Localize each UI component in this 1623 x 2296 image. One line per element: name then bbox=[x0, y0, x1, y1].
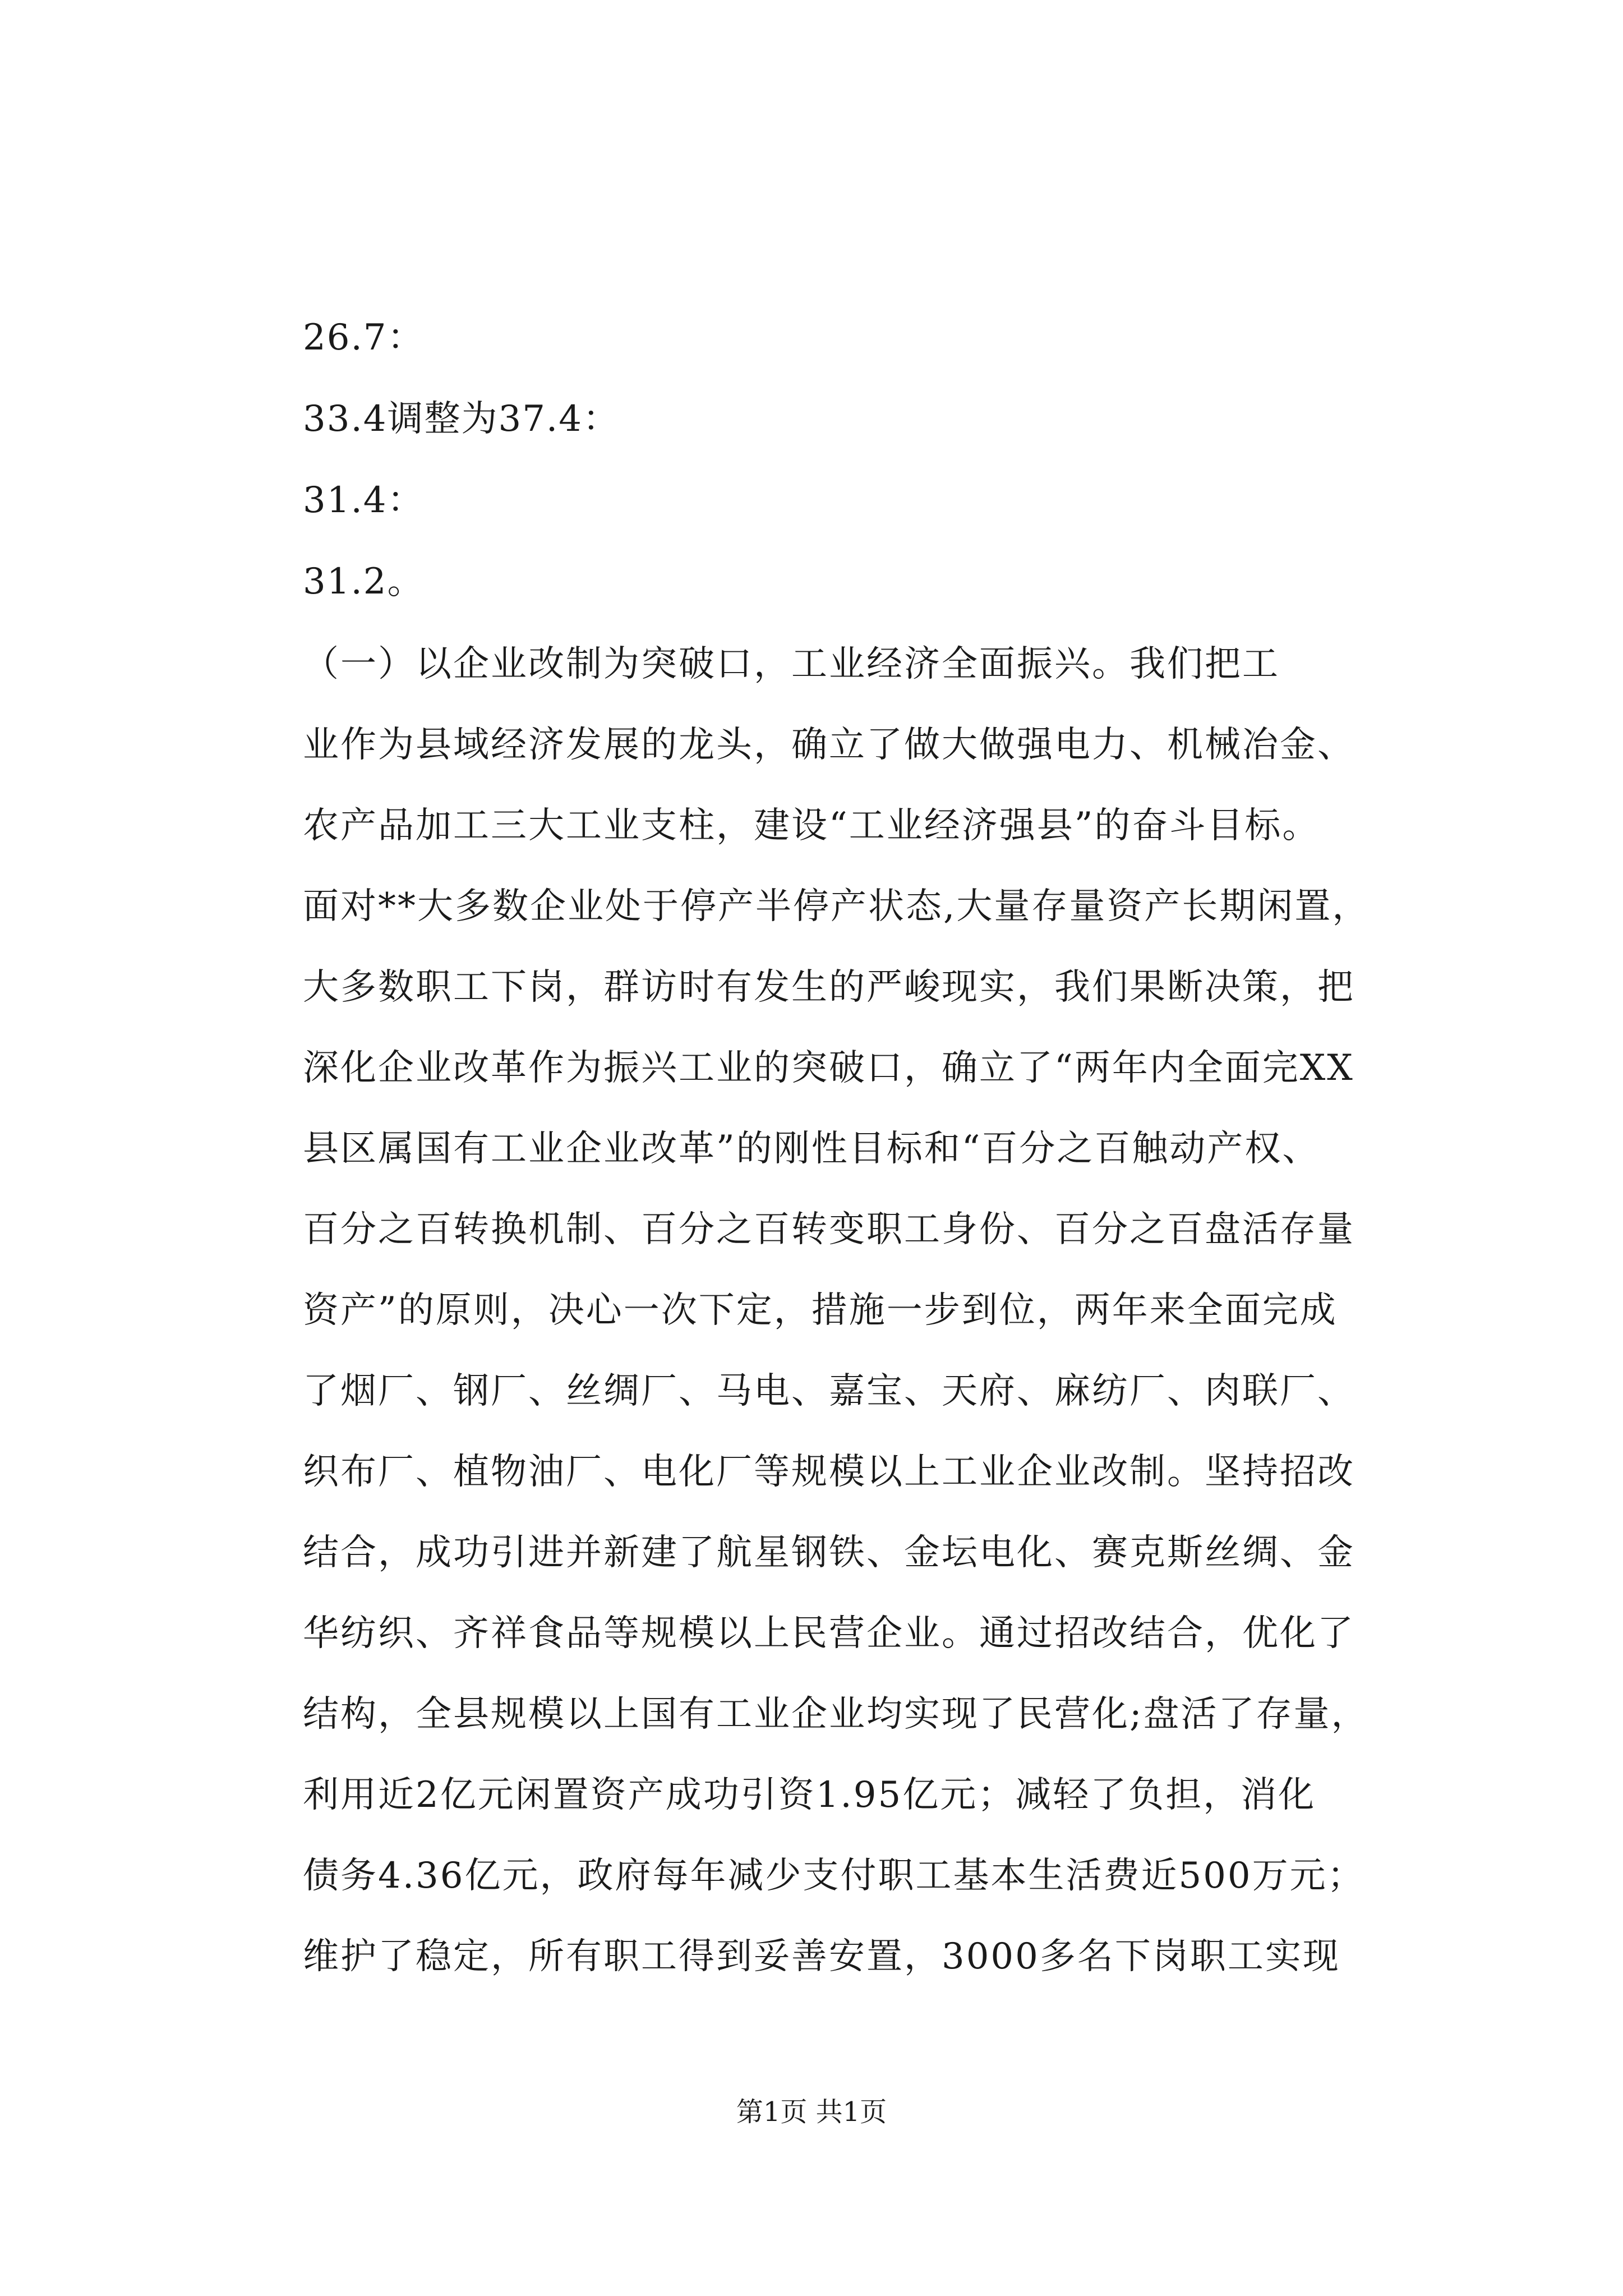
paragraph-line: 结构，全县规模以上国有工业企业均实现了民营化;盘活了存量， bbox=[303, 1694, 1369, 1735]
paragraph-line: （一）以企业改制为突破口，工业经济全面振兴。我们把工 bbox=[303, 643, 1280, 685]
page-footer: 第1页 共1页 bbox=[736, 2096, 887, 2128]
paragraph-line: 结合，成功引进并新建了航星钢铁、金坛电化、赛克斯丝绸、金 bbox=[303, 1532, 1355, 1573]
paragraph-line: 资产”的原则，决心一次下定，措施一步到位，两年来全面完成 bbox=[303, 1290, 1338, 1331]
numbered-line: 31.2。 bbox=[303, 561, 425, 602]
paragraph-line: 深化企业改革作为振兴工业的突破口，确立了“两年内全面完XX bbox=[303, 1047, 1354, 1089]
numbered-line: 31.4： bbox=[303, 480, 425, 521]
paragraph-line: 华纺织、齐祥食品等规模以上民营企业。通过招改结合，优化了 bbox=[303, 1613, 1355, 1654]
paragraph-line: 利用近2亿元闲置资产成功引资1.95亿元；减轻了负担，消化 bbox=[303, 1774, 1316, 1816]
paragraph-line: 债务4.36亿元，政府每年减少支付职工基本生活费近500万元； bbox=[303, 1855, 1365, 1897]
body-paragraph bbox=[303, 624, 1430, 1997]
paragraph-line: 了烟厂、钢厂、丝绸厂、马电、嘉宝、天府、麻纺厂、肉联厂、 bbox=[303, 1370, 1355, 1412]
numbered-line: 33.4调整为37.4： bbox=[303, 398, 620, 440]
paragraph-line: 业作为县域经济发展的龙头，确立了做大做强电力、机械冶金、 bbox=[303, 724, 1355, 766]
paragraph-line: 大多数职工下岗，群访时有发生的严峻现实，我们果断决策，把 bbox=[303, 967, 1355, 1008]
paragraph-line: 百分之百转换机制、百分之百转变职工身份、百分之百盘活存量 bbox=[303, 1209, 1355, 1250]
paragraph-line: 织布厂、植物油厂、电化厂等规模以上工业企业改制。坚持招改 bbox=[303, 1451, 1355, 1493]
paragraph-line: 县区属国有工业企业改革”的刚性目标和“百分之百触动产权、 bbox=[303, 1128, 1320, 1170]
paragraph-line: 维护了稳定，所有职工得到妥善安置，3000多名下岗职工实现 bbox=[303, 1936, 1340, 1977]
paragraph-line: 面对**大多数企业处于停产半停产状态,大量存量资产长期闲置， bbox=[303, 886, 1370, 927]
numbered-line: 26.7： bbox=[303, 317, 425, 358]
paragraph-line: 农产品加工三大工业支柱，建设“工业经济强县”的奋斗目标。 bbox=[303, 805, 1320, 846]
